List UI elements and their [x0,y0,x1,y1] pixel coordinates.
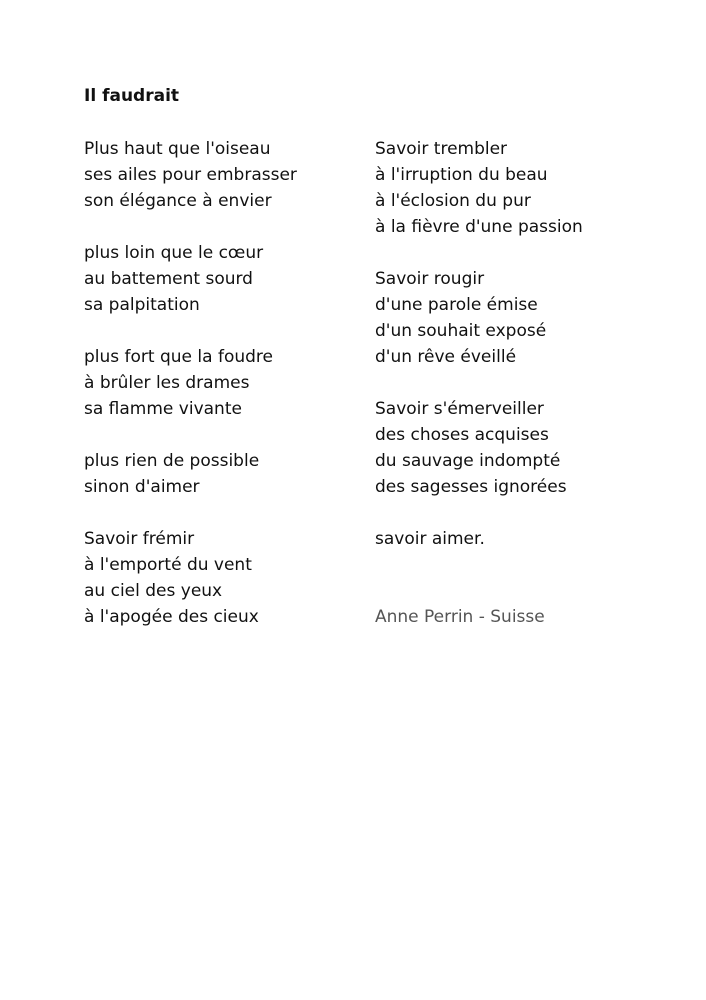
poem-line: à l'emporté du vent [84,555,252,575]
poem-line: à l'éclosion du pur [375,191,531,211]
poem-line: Savoir frémir [84,529,195,549]
stanza [375,266,665,370]
poem-title: Il faudrait [84,86,180,106]
poem-line: sa palpitation [84,295,200,315]
poem-author: Anne Perrin - Suisse [375,607,545,627]
poem-line: Plus haut que l'oiseau [84,139,271,159]
poem-line: à la fièvre d'une passion [375,217,583,237]
poem-line: des sagesses ignorées [375,477,567,497]
poem-line: d'une parole émise [375,295,538,315]
poem-right-column [375,136,665,630]
poem-line: à l'apogée des cieux [84,607,259,627]
poem-line: Savoir rougir [375,269,485,289]
poem-line: plus rien de possible [84,451,260,471]
poem-line: Savoir trembler [375,139,508,159]
poem-line: son élégance à envier [84,191,272,211]
poem-line: du sauvage indompté [375,451,561,471]
poem-line: à brûler les drames [84,373,250,393]
poem-line: savoir aimer. [375,529,485,549]
poem-line: d'un rêve éveillé [375,347,517,367]
poem-line: au battement sourd [84,269,253,289]
poem-line: plus fort que la foudre [84,347,273,367]
stanza [84,448,374,500]
poem-line: des choses acquises [375,425,549,445]
stanza [84,240,374,318]
stanza [375,526,665,552]
stanza [375,136,665,240]
poem-line: au ciel des yeux [84,581,223,601]
poem-line: sinon d'aimer [84,477,200,497]
stanza [84,136,374,214]
poem-left-column [84,136,374,656]
stanza [84,344,374,422]
stanza [84,526,374,630]
poem-line: plus loin que le cœur [84,243,264,263]
poem-line: ses ailes pour embrasser [84,165,297,185]
poem-line: sa flamme vivante [84,399,242,419]
poem-line: d'un souhait exposé [375,321,547,341]
stanza [375,396,665,500]
poem-line: à l'irruption du beau [375,165,548,185]
poem-line: Savoir s'émerveiller [375,399,544,419]
